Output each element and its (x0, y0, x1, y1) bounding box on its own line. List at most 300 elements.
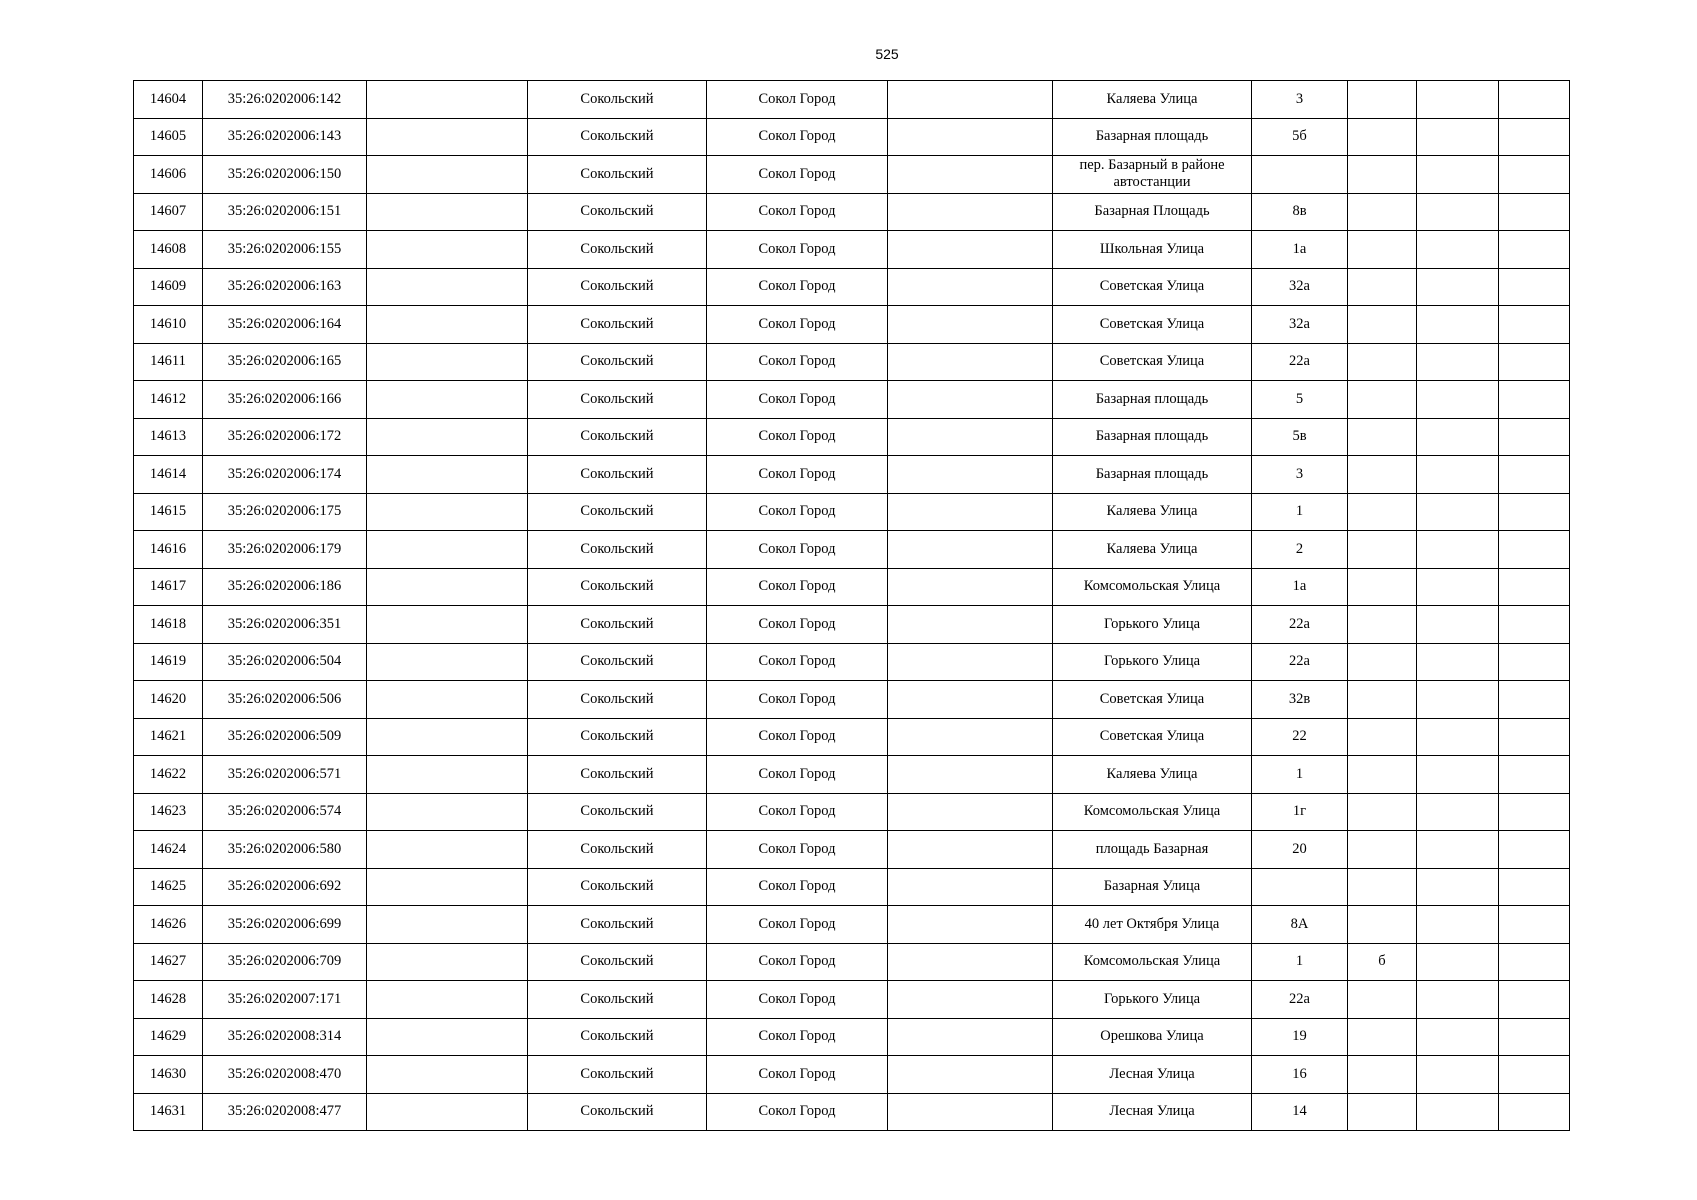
empty-cell (888, 981, 1053, 1019)
record-number-cell: 14619 (134, 643, 203, 681)
cadastral-number-cell: 35:26:0202008:470 (203, 1056, 367, 1094)
street-cell: Советская Улица (1053, 681, 1252, 719)
locality-cell: Сокол Город (707, 943, 888, 981)
street-cell: Лесная Улица (1053, 1056, 1252, 1094)
record-number-cell: 14629 (134, 1018, 203, 1056)
table-row (134, 756, 1570, 794)
empty-cell (888, 81, 1053, 119)
empty-cell (1499, 81, 1570, 119)
empty-cell (1499, 193, 1570, 231)
empty-cell (888, 943, 1053, 981)
record-number-cell: 14624 (134, 831, 203, 869)
house-number-cell: 1г (1252, 793, 1348, 831)
empty-cell (1417, 606, 1499, 644)
house-number-cell: 2 (1252, 531, 1348, 569)
locality-cell: Сокол Город (707, 756, 888, 794)
street-cell: Каляева Улица (1053, 756, 1252, 794)
empty-cell (1499, 606, 1570, 644)
cadastral-number-cell: 35:26:0202006:186 (203, 568, 367, 606)
street-cell: Лесная Улица (1053, 1093, 1252, 1131)
record-number-cell: 14611 (134, 343, 203, 381)
record-number-cell: 14618 (134, 606, 203, 644)
building-cell (1348, 231, 1417, 269)
table-row (134, 381, 1570, 419)
empty-cell (888, 306, 1053, 344)
empty-cell (1417, 306, 1499, 344)
house-number-cell: 32а (1252, 268, 1348, 306)
cadastral-number-cell: 35:26:0202006:163 (203, 268, 367, 306)
empty-cell (1417, 756, 1499, 794)
table-row (134, 1093, 1570, 1131)
empty-cell (1417, 568, 1499, 606)
address-register-table (133, 80, 1570, 1131)
locality-cell: Сокол Город (707, 643, 888, 681)
table-row (134, 343, 1570, 381)
district-cell: Сокольский (528, 906, 707, 944)
locality-cell: Сокол Город (707, 606, 888, 644)
empty-cell (888, 193, 1053, 231)
locality-cell: Сокол Город (707, 1018, 888, 1056)
empty-cell (888, 643, 1053, 681)
house-number-cell: 1 (1252, 756, 1348, 794)
table-row (134, 81, 1570, 119)
record-number-cell: 14606 (134, 156, 203, 194)
record-number-cell: 14613 (134, 418, 203, 456)
house-number-cell: 32в (1252, 681, 1348, 719)
building-cell (1348, 681, 1417, 719)
empty-cell (1499, 1056, 1570, 1094)
empty-cell (888, 718, 1053, 756)
house-number-cell: 8в (1252, 193, 1348, 231)
empty-cell (367, 681, 528, 719)
table-row (134, 943, 1570, 981)
empty-cell (888, 156, 1053, 194)
empty-cell (1499, 531, 1570, 569)
district-cell: Сокольский (528, 943, 707, 981)
house-number-cell: 1 (1252, 943, 1348, 981)
empty-cell (367, 531, 528, 569)
empty-cell (888, 793, 1053, 831)
cadastral-number-cell: 35:26:0202007:171 (203, 981, 367, 1019)
building-cell (1348, 756, 1417, 794)
building-cell (1348, 493, 1417, 531)
street-cell: Школьная Улица (1053, 231, 1252, 269)
empty-cell (1499, 681, 1570, 719)
empty-cell (888, 268, 1053, 306)
district-cell: Сокольский (528, 343, 707, 381)
empty-cell (367, 943, 528, 981)
table-row (134, 906, 1570, 944)
district-cell: Сокольский (528, 418, 707, 456)
empty-cell (888, 568, 1053, 606)
street-cell: площадь Базарная (1053, 831, 1252, 869)
record-number-cell: 14604 (134, 81, 203, 119)
house-number-cell (1252, 868, 1348, 906)
district-cell: Сокольский (528, 1018, 707, 1056)
empty-cell (1499, 868, 1570, 906)
street-cell: Базарная площадь (1053, 381, 1252, 419)
page-number: 525 (875, 46, 899, 62)
district-cell: Сокольский (528, 156, 707, 194)
record-number-cell: 14610 (134, 306, 203, 344)
table-row (134, 831, 1570, 869)
locality-cell: Сокол Город (707, 418, 888, 456)
empty-cell (888, 756, 1053, 794)
empty-cell (367, 906, 528, 944)
empty-cell (888, 681, 1053, 719)
empty-cell (888, 343, 1053, 381)
empty-cell (367, 456, 528, 494)
record-number-cell: 14626 (134, 906, 203, 944)
house-number-cell: 20 (1252, 831, 1348, 869)
table-row (134, 568, 1570, 606)
building-cell (1348, 1056, 1417, 1094)
empty-cell (888, 231, 1053, 269)
empty-cell (1417, 343, 1499, 381)
house-number-cell: 1 (1252, 493, 1348, 531)
street-cell: Горького Улица (1053, 981, 1252, 1019)
empty-cell (1417, 81, 1499, 119)
district-cell: Сокольский (528, 868, 707, 906)
locality-cell: Сокол Город (707, 381, 888, 419)
locality-cell: Сокол Город (707, 493, 888, 531)
empty-cell (1417, 793, 1499, 831)
house-number-cell: 3 (1252, 81, 1348, 119)
street-cell: Каляева Улица (1053, 493, 1252, 531)
street-cell: пер. Базарный в районе автостанции (1053, 156, 1252, 194)
empty-cell (1417, 268, 1499, 306)
cadastral-number-cell: 35:26:0202008:314 (203, 1018, 367, 1056)
empty-cell (367, 231, 528, 269)
house-number-cell: 1а (1252, 568, 1348, 606)
empty-cell (1417, 718, 1499, 756)
table-row (134, 118, 1570, 156)
cadastral-number-cell: 35:26:0202006:351 (203, 606, 367, 644)
empty-cell (367, 981, 528, 1019)
table-row (134, 643, 1570, 681)
cadastral-number-cell: 35:26:0202006:165 (203, 343, 367, 381)
building-cell (1348, 268, 1417, 306)
locality-cell: Сокол Город (707, 681, 888, 719)
district-cell: Сокольский (528, 231, 707, 269)
record-number-cell: 14605 (134, 118, 203, 156)
empty-cell (888, 1018, 1053, 1056)
empty-cell (888, 456, 1053, 494)
empty-cell (1499, 906, 1570, 944)
house-number-cell: 3 (1252, 456, 1348, 494)
cadastral-number-cell: 35:26:0202006:506 (203, 681, 367, 719)
empty-cell (1499, 381, 1570, 419)
house-number-cell: 19 (1252, 1018, 1348, 1056)
district-cell: Сокольский (528, 643, 707, 681)
record-number-cell: 14609 (134, 268, 203, 306)
record-number-cell: 14615 (134, 493, 203, 531)
table-row (134, 718, 1570, 756)
empty-cell (1499, 943, 1570, 981)
record-number-cell: 14620 (134, 681, 203, 719)
record-number-cell: 14617 (134, 568, 203, 606)
empty-cell (367, 193, 528, 231)
building-cell (1348, 343, 1417, 381)
building-cell (1348, 643, 1417, 681)
street-cell: Орешкова Улица (1053, 1018, 1252, 1056)
district-cell: Сокольский (528, 1093, 707, 1131)
house-number-cell: 1а (1252, 231, 1348, 269)
cadastral-number-cell: 35:26:0202006:164 (203, 306, 367, 344)
locality-cell: Сокол Город (707, 531, 888, 569)
district-cell: Сокольский (528, 793, 707, 831)
locality-cell: Сокол Город (707, 118, 888, 156)
empty-cell (367, 118, 528, 156)
house-number-cell: 5в (1252, 418, 1348, 456)
empty-cell (367, 1093, 528, 1131)
empty-cell (367, 343, 528, 381)
empty-cell (367, 606, 528, 644)
empty-cell (1417, 681, 1499, 719)
cadastral-number-cell: 35:26:0202006:142 (203, 81, 367, 119)
locality-cell: Сокол Город (707, 1056, 888, 1094)
record-number-cell: 14612 (134, 381, 203, 419)
empty-cell (888, 831, 1053, 869)
street-cell: Каляева Улица (1053, 531, 1252, 569)
empty-cell (1499, 831, 1570, 869)
empty-cell (1499, 643, 1570, 681)
street-cell: Советская Улица (1053, 718, 1252, 756)
district-cell: Сокольский (528, 193, 707, 231)
street-cell: Базарная площадь (1053, 418, 1252, 456)
empty-cell (1499, 1093, 1570, 1131)
record-number-cell: 14621 (134, 718, 203, 756)
district-cell: Сокольский (528, 681, 707, 719)
street-cell: 40 лет Октября Улица (1053, 906, 1252, 944)
street-cell: Горького Улица (1053, 606, 1252, 644)
empty-cell (367, 306, 528, 344)
building-cell (1348, 118, 1417, 156)
street-cell: Базарная Улица (1053, 868, 1252, 906)
street-cell: Базарная Площадь (1053, 193, 1252, 231)
table-row (134, 156, 1570, 194)
district-cell: Сокольский (528, 381, 707, 419)
district-cell: Сокольский (528, 81, 707, 119)
locality-cell: Сокол Город (707, 906, 888, 944)
house-number-cell: 32а (1252, 306, 1348, 344)
district-cell: Сокольский (528, 456, 707, 494)
building-cell (1348, 193, 1417, 231)
locality-cell: Сокол Город (707, 231, 888, 269)
building-cell (1348, 1093, 1417, 1131)
street-cell: Советская Улица (1053, 343, 1252, 381)
record-number-cell: 14614 (134, 456, 203, 494)
cadastral-number-cell: 35:26:0202006:166 (203, 381, 367, 419)
empty-cell (367, 568, 528, 606)
record-number-cell: 14625 (134, 868, 203, 906)
empty-cell (1499, 718, 1570, 756)
district-cell: Сокольский (528, 981, 707, 1019)
empty-cell (888, 906, 1053, 944)
empty-cell (367, 1018, 528, 1056)
empty-cell (1499, 118, 1570, 156)
record-number-cell: 14630 (134, 1056, 203, 1094)
house-number-cell: 5 (1252, 381, 1348, 419)
cadastral-number-cell: 35:26:0202008:477 (203, 1093, 367, 1131)
empty-cell (888, 1056, 1053, 1094)
cadastral-number-cell: 35:26:0202006:155 (203, 231, 367, 269)
record-number-cell: 14622 (134, 756, 203, 794)
district-cell: Сокольский (528, 531, 707, 569)
locality-cell: Сокол Город (707, 568, 888, 606)
locality-cell: Сокол Город (707, 306, 888, 344)
table-row (134, 793, 1570, 831)
empty-cell (1499, 306, 1570, 344)
empty-cell (367, 418, 528, 456)
record-number-cell: 14627 (134, 943, 203, 981)
empty-cell (888, 531, 1053, 569)
house-number-cell: 22а (1252, 643, 1348, 681)
district-cell: Сокольский (528, 718, 707, 756)
empty-cell (367, 643, 528, 681)
building-cell (1348, 606, 1417, 644)
table-row (134, 268, 1570, 306)
empty-cell (1417, 868, 1499, 906)
house-number-cell: 22а (1252, 606, 1348, 644)
locality-cell: Сокол Город (707, 156, 888, 194)
building-cell (1348, 418, 1417, 456)
district-cell: Сокольский (528, 606, 707, 644)
empty-cell (367, 831, 528, 869)
street-cell: Советская Улица (1053, 268, 1252, 306)
empty-cell (888, 606, 1053, 644)
building-cell (1348, 1018, 1417, 1056)
locality-cell: Сокол Город (707, 718, 888, 756)
street-cell: Базарная площадь (1053, 456, 1252, 494)
table-row (134, 231, 1570, 269)
locality-cell: Сокол Город (707, 81, 888, 119)
empty-cell (888, 493, 1053, 531)
house-number-cell (1252, 156, 1348, 194)
cadastral-number-cell: 35:26:0202006:175 (203, 493, 367, 531)
cadastral-number-cell: 35:26:0202006:509 (203, 718, 367, 756)
table-row (134, 981, 1570, 1019)
empty-cell (888, 381, 1053, 419)
cadastral-number-cell: 35:26:0202006:150 (203, 156, 367, 194)
record-number-cell: 14608 (134, 231, 203, 269)
empty-cell (1499, 981, 1570, 1019)
table-row (134, 418, 1570, 456)
building-cell (1348, 568, 1417, 606)
house-number-cell: 14 (1252, 1093, 1348, 1131)
cadastral-number-cell: 35:26:0202006:574 (203, 793, 367, 831)
cadastral-number-cell: 35:26:0202006:172 (203, 418, 367, 456)
empty-cell (367, 1056, 528, 1094)
house-number-cell: 8А (1252, 906, 1348, 944)
empty-cell (1417, 1093, 1499, 1131)
empty-cell (1417, 531, 1499, 569)
building-cell (1348, 868, 1417, 906)
district-cell: Сокольский (528, 493, 707, 531)
cadastral-number-cell: 35:26:0202006:504 (203, 643, 367, 681)
record-number-cell: 14628 (134, 981, 203, 1019)
empty-cell (1417, 156, 1499, 194)
empty-cell (1499, 268, 1570, 306)
table-row (134, 306, 1570, 344)
district-cell: Сокольский (528, 831, 707, 869)
empty-cell (1499, 231, 1570, 269)
empty-cell (1417, 643, 1499, 681)
table-body (134, 81, 1570, 1131)
empty-cell (1499, 756, 1570, 794)
empty-cell (1417, 1018, 1499, 1056)
record-number-cell: 14616 (134, 531, 203, 569)
empty-cell (1417, 418, 1499, 456)
empty-cell (367, 868, 528, 906)
locality-cell: Сокол Город (707, 831, 888, 869)
empty-cell (367, 493, 528, 531)
table-row (134, 456, 1570, 494)
empty-cell (367, 381, 528, 419)
empty-cell (1417, 231, 1499, 269)
empty-cell (888, 418, 1053, 456)
empty-cell (1499, 418, 1570, 456)
empty-cell (1499, 793, 1570, 831)
record-number-cell: 14607 (134, 193, 203, 231)
building-cell (1348, 156, 1417, 194)
building-cell (1348, 981, 1417, 1019)
building-cell (1348, 81, 1417, 119)
street-cell: Советская Улица (1053, 306, 1252, 344)
street-cell: Базарная площадь (1053, 118, 1252, 156)
locality-cell: Сокол Город (707, 793, 888, 831)
house-number-cell: 5б (1252, 118, 1348, 156)
building-cell (1348, 456, 1417, 494)
empty-cell (1417, 981, 1499, 1019)
cadastral-number-cell: 35:26:0202006:143 (203, 118, 367, 156)
empty-cell (888, 1093, 1053, 1131)
empty-cell (1499, 493, 1570, 531)
empty-cell (1499, 456, 1570, 494)
record-number-cell: 14623 (134, 793, 203, 831)
table-row (134, 1056, 1570, 1094)
building-cell (1348, 906, 1417, 944)
empty-cell (367, 268, 528, 306)
street-cell: Комсомольская Улица (1053, 793, 1252, 831)
empty-cell (1499, 1018, 1570, 1056)
empty-cell (1417, 381, 1499, 419)
empty-cell (367, 81, 528, 119)
building-cell (1348, 381, 1417, 419)
street-cell: Горького Улица (1053, 643, 1252, 681)
empty-cell (367, 793, 528, 831)
locality-cell: Сокол Город (707, 343, 888, 381)
district-cell: Сокольский (528, 756, 707, 794)
empty-cell (1417, 943, 1499, 981)
table-row (134, 681, 1570, 719)
table-row (134, 531, 1570, 569)
locality-cell: Сокол Город (707, 268, 888, 306)
street-cell: Каляева Улица (1053, 81, 1252, 119)
empty-cell (1499, 156, 1570, 194)
empty-cell (1417, 456, 1499, 494)
empty-cell (1499, 568, 1570, 606)
cadastral-number-cell: 35:26:0202006:699 (203, 906, 367, 944)
district-cell: Сокольский (528, 268, 707, 306)
building-cell (1348, 793, 1417, 831)
house-number-cell: 22 (1252, 718, 1348, 756)
empty-cell (367, 756, 528, 794)
building-cell (1348, 718, 1417, 756)
empty-cell (1417, 118, 1499, 156)
district-cell: Сокольский (528, 306, 707, 344)
cadastral-number-cell: 35:26:0202006:179 (203, 531, 367, 569)
